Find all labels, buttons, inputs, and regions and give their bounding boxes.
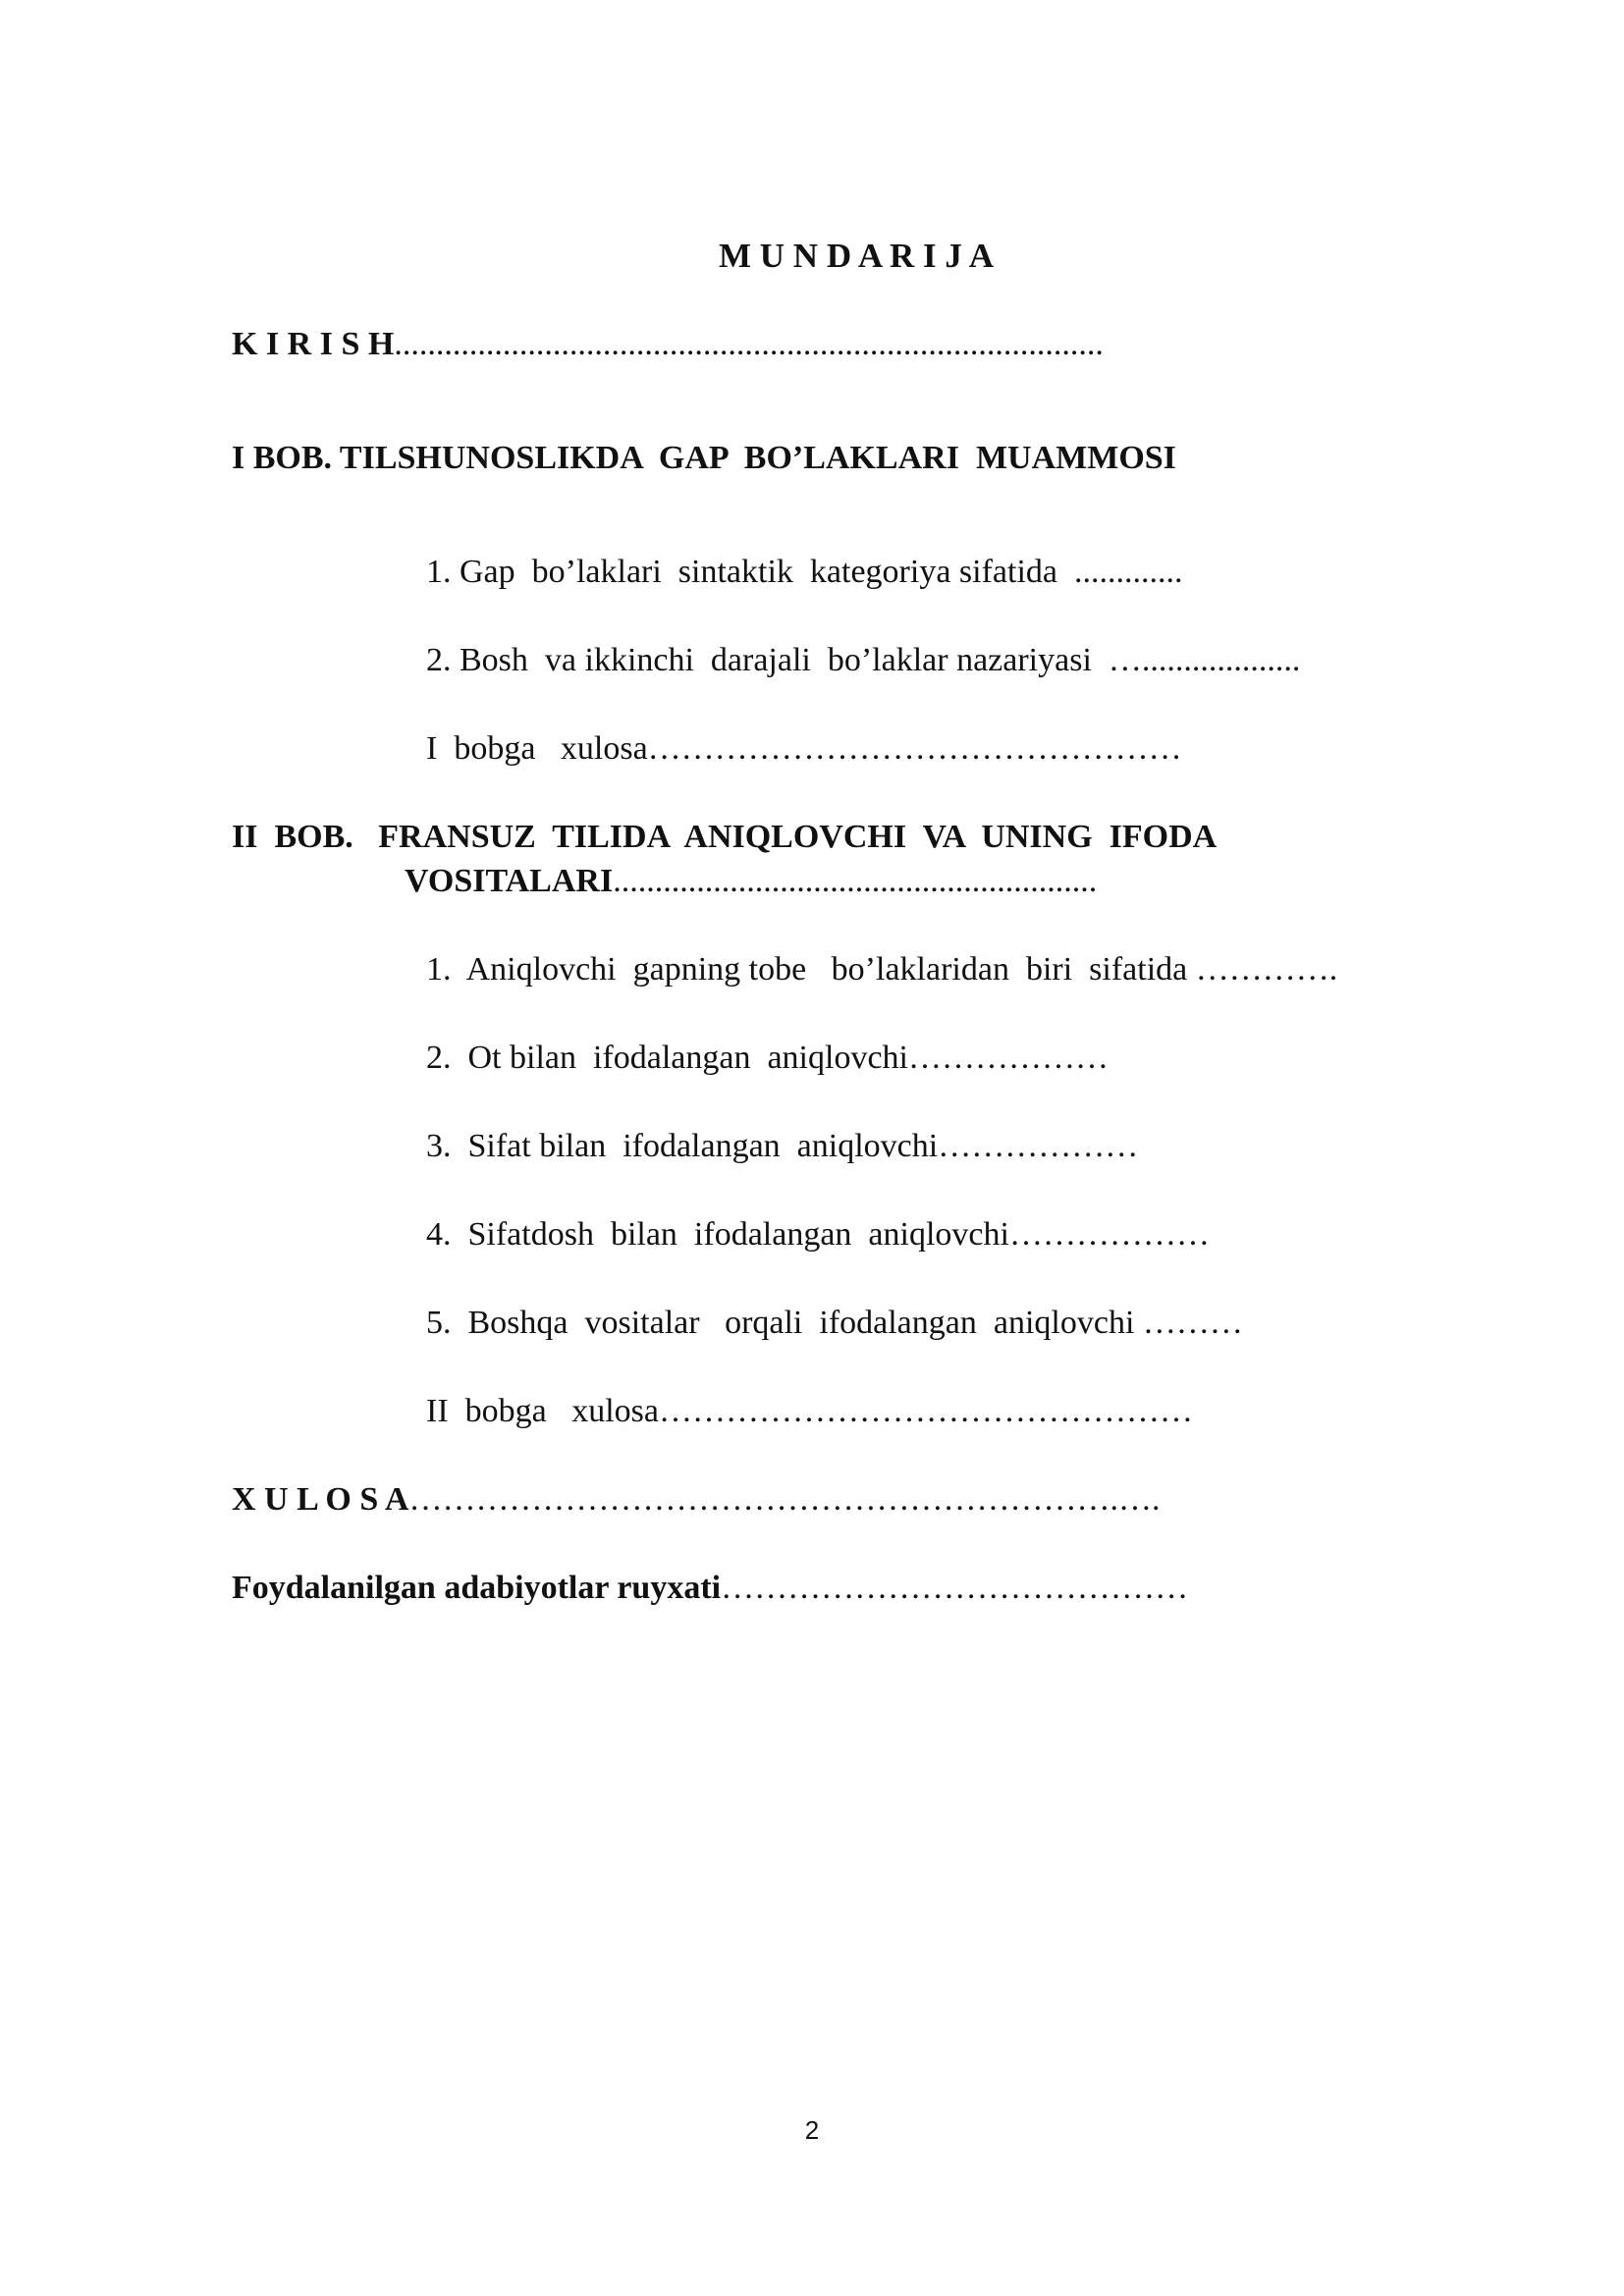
toc-entry-intro (232, 325, 1104, 364)
toc-entry-ch2-item1: 1. Aniqlovchi gapning tobe bo’laklaridan biri sifatida …………. (426, 951, 1338, 988)
toc-entry-ch2-item5: 5. Boshqa vositalar orqali ifodalangan aniqlovchi ……… (426, 1305, 1243, 1341)
toc-entry-references (232, 1569, 1188, 1608)
chapter1-heading: I BOB. TILSHUNOSLIKDA GAP BO’LAKLARI MUAMMOSI (232, 440, 1176, 476)
toc-entry-intro-label: K I R I S H (232, 326, 395, 362)
toc-entry-ch2-item2: 2. Ot bilan ifodalangan aniqlovchi……………… (426, 1040, 1109, 1076)
toc-entry-ch2-item4: 4. Sifatdosh bilan ifodalangan aniqlovchi……………… (426, 1216, 1210, 1253)
toc-entry-ch2-summary: II bobga xulosa………………………………………… (426, 1393, 1194, 1429)
page-title: M U N D A R I J A (719, 237, 995, 275)
toc-entry-ch1-item1: 1. Gap bo’laklari sintaktik kategoriya sifatida ............. (426, 554, 1183, 590)
toc-entry-intro-leader: ..................................................................................... (394, 326, 1104, 362)
toc-entry-ch1-summary: I bobga xulosa………………………………………… (426, 730, 1182, 767)
toc-entry-conclusion (232, 1480, 1160, 1520)
toc-entry-references-label: Foydalanilgan adabiyotlar ruyxati (232, 1570, 722, 1606)
page-number: 2 (804, 2115, 820, 2145)
chapter2-heading-line1: II BOB. FRANSUZ TILIDA ANIQLOVCHI VA UNING IFODA (232, 819, 1218, 855)
chapter2-heading-leader: .......................................................... (613, 863, 1098, 899)
toc-entry-ch1-item2: 2. Bosh va ikkinchi darajali bo’laklar nazariyasi …................... (426, 642, 1301, 678)
toc-entry-ch2-item3: 3. Sifat bilan ifodalangan aniqlovchi……………… (426, 1128, 1139, 1164)
chapter2-heading-line2 (405, 862, 1097, 901)
toc-entry-references-leader: …………………………………… (721, 1570, 1189, 1606)
toc-entry-conclusion-label: X U L O S A (232, 1481, 409, 1518)
chapter2-heading-label: VOSITALARI (405, 863, 614, 899)
toc-entry-conclusion-leader: ……………………………………………………….…. (408, 1481, 1161, 1518)
